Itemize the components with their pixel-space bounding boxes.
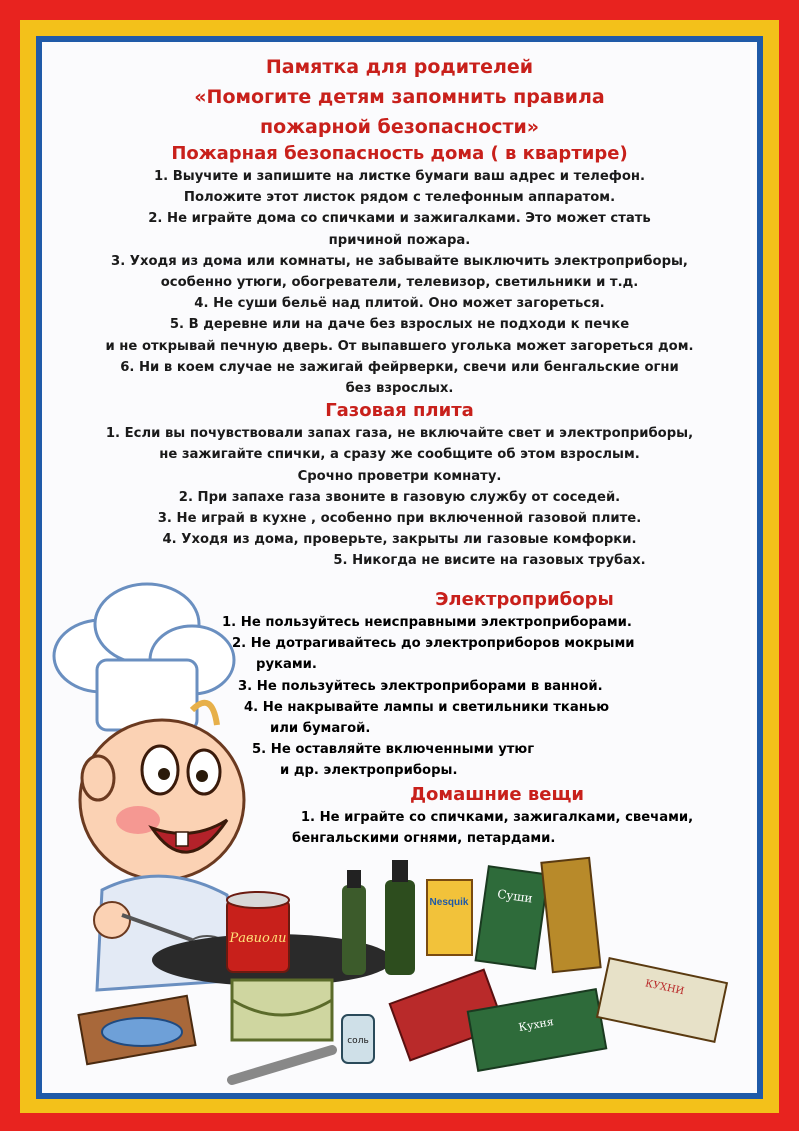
title-line-1: Памятка для родителей: [265, 56, 534, 78]
home-line-10: 6. Ни в коем случае не зажигай фейрверки, свечи или бенгальские огни: [120, 359, 679, 375]
electro-line-5: 4. Не накрывайте лампы и светильники тканью: [244, 699, 610, 715]
section-home-items-heading: Домашние вещи: [409, 784, 584, 805]
home-items-line-2: бенгальскими огнями, петардами.: [292, 831, 556, 847]
title-line-3: пожарной безопасности»: [259, 116, 540, 138]
book2-label: Кухня: [517, 1015, 555, 1035]
electro-lines: [222, 612, 634, 782]
book3-label: КУХНИ: [644, 978, 686, 998]
home-line-9: и не открывай печную дверь. От выпавшего уголька может загореться дом.: [105, 338, 694, 354]
gas-line-2: не зажигайте спички, а сразу же сообщите об этом взрослым.: [159, 447, 640, 463]
home-line-11: без взрослых.: [345, 381, 454, 397]
book1-label: Суши: [496, 886, 534, 906]
title-line-2: «Помогите детям запомнить правила: [194, 86, 605, 108]
box-label: Nesquik: [429, 897, 469, 908]
home-line-6: особенно утюги, обогреватели, телевизор, светильники и т.д.: [160, 275, 639, 291]
section-electro-heading: Электроприборы: [435, 589, 614, 610]
salt-label: соль: [347, 1036, 369, 1046]
home-line-3: 2. Не играйте дома со спичками и зажигалками. Это может стать: [148, 211, 651, 227]
electro-line-4: 3. Не пользуйтесь электроприборами в ванной.: [238, 678, 603, 694]
home-line-4: причиной пожара.: [328, 232, 471, 248]
home-line-5: 3. Уходя из дома или комнаты, не забывайте выключить электроприборы,: [111, 253, 688, 269]
home-items-line-1: 1. Не играйте со спичками, зажигалками, свечами,: [300, 810, 694, 825]
gas-line-4: 2. При запахе газа звоните в газовую службу от соседей.: [178, 489, 621, 505]
electro-line-2: 2. Не дотрагивайтесь до электроприборов мокрыми: [232, 636, 635, 652]
section-gas-heading: Газовая плита: [325, 400, 474, 422]
gas-line-7: 5. Никогда не висите на газовых трубах.: [333, 553, 646, 569]
home-line-7: 4. Не суши бельё над плитой. Оно может загореться.: [194, 296, 605, 312]
gas-line-6: 4. Уходя из дома, проверьте, закрыты ли газовые комфорки.: [162, 532, 637, 548]
can-label: Равиоли: [229, 931, 287, 946]
gas-line-5: 3. Не играй в кухне , особенно при включенной газовой плите.: [157, 511, 642, 527]
electro-line-7: 5. Не оставляйте включенными утюг: [252, 742, 535, 758]
electro-section: [42, 588, 757, 612]
gas-line-1: 1. Если вы почувствовали запах газа, не включайте свет и электроприборы,: [105, 426, 694, 442]
fish-board-icon: [78, 996, 195, 1064]
home-line-1: 1. Выучите и запишите на листке бумаги ваш адрес и телефон.: [153, 169, 646, 184]
electro-line-1: 1. Не пользуйтесь неисправными электроприборами.: [222, 615, 632, 630]
wrench-icon: [232, 1050, 332, 1080]
cereal-box-icon: [427, 880, 472, 955]
home-items-section: [262, 783, 732, 849]
electro-line-6: или бумагой.: [270, 721, 371, 737]
salt-jar-icon: [342, 1015, 374, 1063]
ravioli-can-icon: [227, 892, 289, 972]
home-line-2: Положите этот листок рядом с телефонным аппаратом.: [183, 190, 616, 206]
gas-line-3: Срочно проветри комнату.: [297, 468, 502, 484]
electro-line-8: и др. электроприборы.: [280, 763, 458, 779]
home-line-8: 5. В деревне или на даче без взрослых не подходи к печке: [169, 317, 630, 333]
text-content: [42, 50, 757, 572]
section-home-heading: Пожарная безопасность дома ( в квартире): [171, 143, 628, 164]
electro-line-3: руками.: [256, 657, 317, 673]
